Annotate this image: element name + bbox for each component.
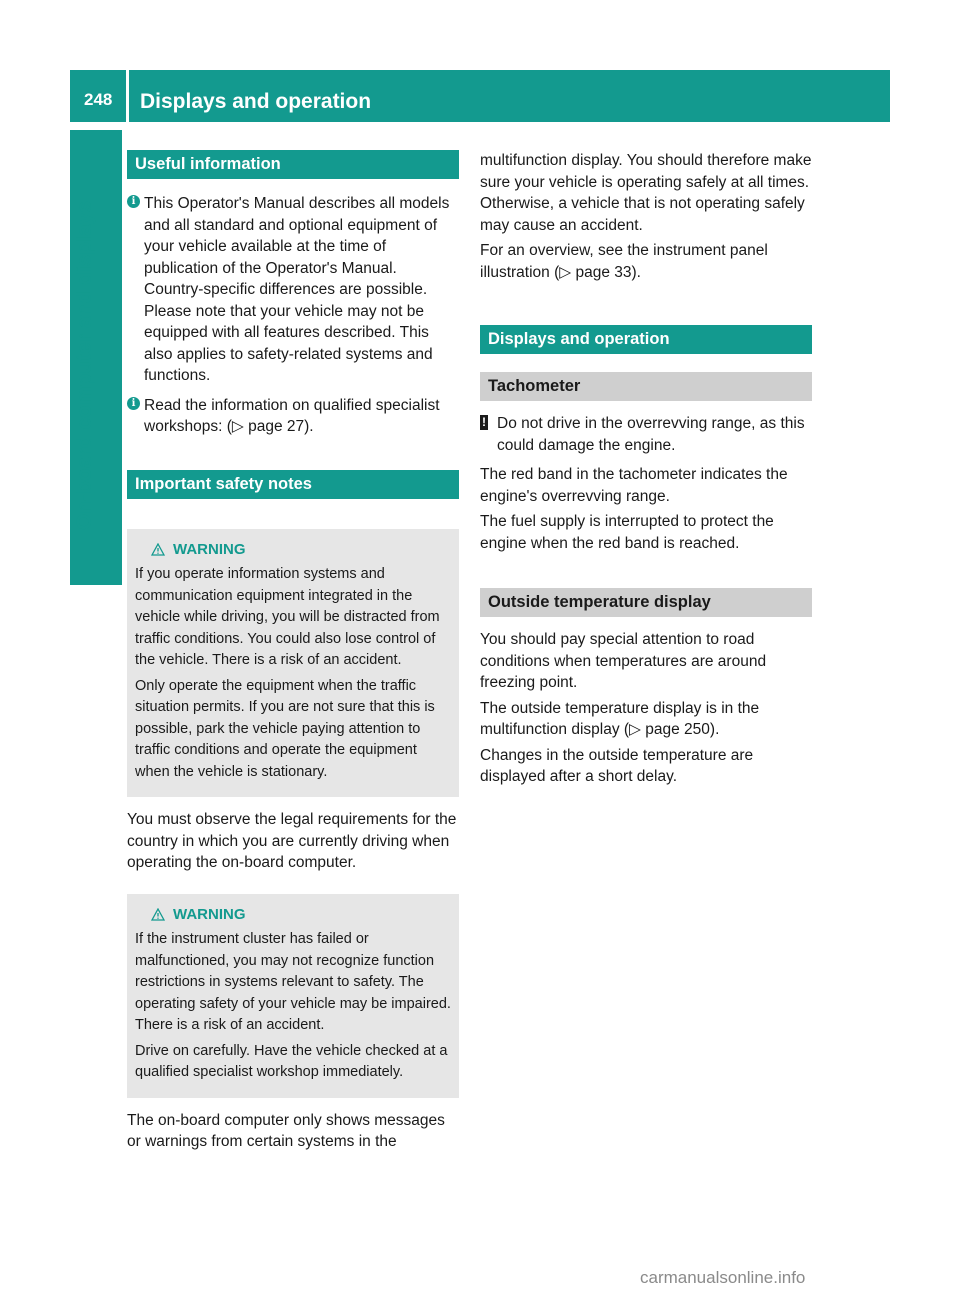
displays-operation-heading: Displays and operation [480, 325, 812, 354]
page-section-title: Displays and operation [140, 90, 372, 113]
info-icon: i [127, 397, 140, 410]
warning-text: If you operate information systems and communication equipment integrated in the vehicle while driving, you will be distracted from traffic conditions. You could also lose control of the vehicle. There is a risk of an accident. [135, 566, 440, 668]
tachometer-text: The fuel supply is interrupted to protect the engine when the red band is reached. [480, 513, 774, 552]
tachometer-heading: Tachometer [480, 372, 812, 401]
info-note [127, 395, 459, 438]
info-note [127, 193, 459, 387]
warning-header [151, 904, 451, 926]
outside-temp-text: Changes in the outside temperature are displayed after a short delay. [480, 746, 754, 785]
warning-box [127, 529, 459, 798]
right-column [480, 150, 812, 792]
continued-text: multifunction display. You should therefore make sure your vehicle is operating safely at all times. Otherwise, a vehicle that is not operating safely may cause an accident. [480, 152, 812, 234]
info-note-text: This Operator's Manual describes all models and all standard and optional equipment of your vehicle available at the time of publication of the Operator's Manual. Country-specific differences are possible. Please note that your vehicle may not be equipped with all features described. This also applies to safety-related systems and functions. [144, 195, 450, 384]
info-note-text: Read the information on qualified specialist workshops: (▷ page 27). [144, 396, 440, 435]
exclamation-icon: ! [482, 415, 486, 429]
bottom-text: The on-board computer only shows messages or warnings from certain systems in the [127, 1111, 445, 1150]
outside-temp-text: The outside temperature display is in the multifunction display (▷ page 250). [480, 699, 760, 738]
outside-temp-text: You should pay special attention to road conditions when temperatures are around freezing point. [480, 631, 767, 691]
overview-text: For an overview, see the instrument panel illustration (▷ page 33). [480, 242, 768, 281]
warning-box [127, 894, 459, 1098]
safety-notes-heading: Important safety notes [127, 470, 459, 499]
warning-label: WARNING [173, 905, 246, 923]
watermark: carmanualsonline.info [640, 1268, 806, 1287]
outside-temperature-heading: Outside temperature display [480, 588, 812, 617]
tachometer-text: The red band in the tachometer indicates the engine's overrevving range. [480, 466, 788, 505]
side-tab-label: On-board computer and displays [73, 200, 96, 530]
legal-requirements-text: You must observe the legal requirements for the country in which you are currently driving when operating the on-board computer. [127, 811, 457, 871]
warning-text: Only operate the equipment when the traffic situation permits. If you are not sure that this is possible, park the vehicle paying attention to traffic conditions and operate the equipment when the vehicle is stationary. [135, 677, 435, 780]
page-number: 248 [84, 90, 113, 109]
warning-triangle-icon [151, 908, 165, 921]
warning-text: Drive on carefully. Have the vehicle checked at a qualified specialist workshop immediately. [135, 1042, 448, 1080]
caution-note-text: Do not drive in the overrevving range, as this could damage the engine. [497, 415, 805, 454]
info-icon: i [127, 195, 140, 208]
left-column [127, 150, 459, 1157]
caution-note [480, 413, 812, 456]
warning-label: WARNING [173, 540, 246, 558]
warning-text: If the instrument cluster has failed or malfunctioned, you may not recognize function restrictions in systems relevant to safety. The operating safety of your vehicle may be impaired. There is a risk of an accident. [135, 931, 451, 1033]
useful-information-heading: Useful information [127, 150, 459, 179]
warning-triangle-icon [151, 543, 165, 556]
warning-header [151, 539, 451, 561]
header-separator [126, 70, 129, 122]
